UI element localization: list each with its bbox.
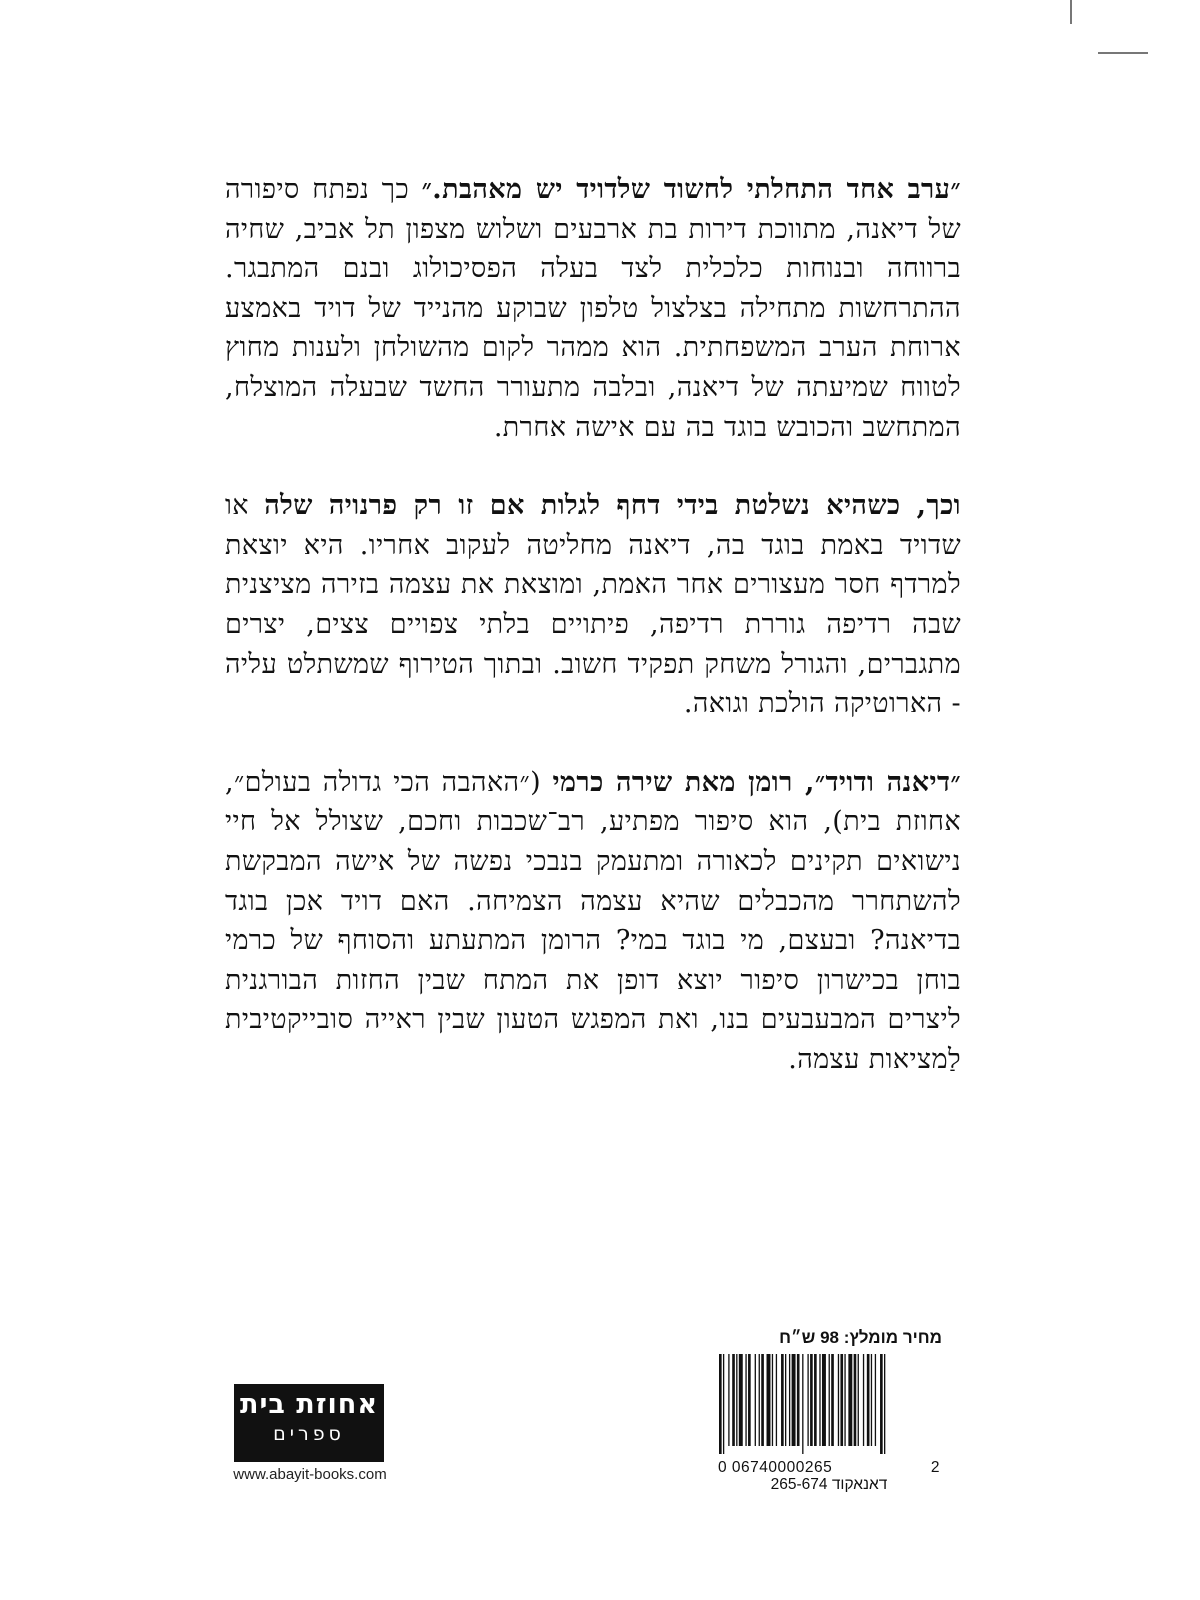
- barcode-bar: [884, 1354, 885, 1454]
- barcode-bars: [718, 1354, 940, 1454]
- barcode-bar: [802, 1354, 803, 1454]
- barcode-bar: [858, 1354, 859, 1446]
- barcode-bar: [871, 1354, 872, 1446]
- barcode-bar: [831, 1354, 834, 1446]
- barcode-bar: [767, 1354, 771, 1446]
- recommended-price: מחיר מומלץ: 98 ש״ח: [779, 1328, 942, 1347]
- barcode-bar: [854, 1354, 857, 1446]
- paragraph-lead: ״ערב אחד התחלתי לחשוד שלדויד יש מאהבת.״: [421, 174, 961, 205]
- barcode-bar: [761, 1354, 764, 1446]
- barcode-bar: [829, 1354, 830, 1446]
- paragraph-body: (״האהבה הכי גדולה בעולם״, אחוזת בית), הוא סיפור מפתיע, רב־שכבות וחכם, שצולל אל חיי נישואים תקינים לכאורה ומתעמק בנבכי נפשה של אישה המבקשת להשתחרר מהכבלים שהיא עצמה הצמיחה. האם דויד אכן בוגד בדיאנה? ובעצם, מי בוגד במי? הרומן המתעתע והסוחף של כרמי בוחן בכישרון סיפור יוצא דופן את המתח שבין החזות הבורגנית ליצרים המבעבעים בנו, ואת המפגש הטעון שבין ראייה סובייקטיבית לַמציאות עצמה.: [225, 766, 961, 1075]
- barcode-bar: [814, 1354, 817, 1446]
- crop-mark-horizontal: [1098, 52, 1148, 54]
- blurb-paragraph-2: [225, 486, 961, 724]
- barcode-bar: [785, 1354, 786, 1446]
- barcode-bar: [728, 1354, 729, 1446]
- barcode-bar: [792, 1354, 796, 1446]
- barcode-bar: [748, 1354, 751, 1446]
- barcode-number: [718, 1459, 940, 1477]
- barcode-bar: [776, 1354, 777, 1446]
- paragraph-lead: וכך, כשהיא נשלטת בידי דחף לגלות אם זו רק פרנויה שלה: [264, 490, 961, 522]
- barcode-bar: [789, 1354, 790, 1446]
- blurb-paragraph-1: [225, 170, 961, 447]
- paragraph-body: כך נפתח סיפורה של דיאנה, מתווכת דירות בת ארבעים ושלוש מצפון תל אביב, שחיה ברווחה ובנוחות כלכלית לצד בעלה הפסיכולוג ובנם המתבגר. ההתרחשות מתחילה בצלצול טלפון שבוקע מהנייד של דויד באמצע ארוחת הערב המשפחתית. הוא ממהר לקום מהשולחן ולענות מחוץ לטווח שמיעתה של דיאנה, ובלבה מתעורר החשד שבעלה המוצלח, המתחשב והכובש בוגד בה עם אישה אחרת.: [225, 174, 961, 443]
- publisher-subtitle: ספרים: [273, 1423, 345, 1445]
- crop-mark-vertical: [1070, 0, 1072, 24]
- barcode-bar: [745, 1354, 746, 1446]
- blurb-paragraph-3: [225, 763, 961, 1080]
- barcode-bar: [719, 1354, 722, 1454]
- barcode-bar: [848, 1354, 852, 1446]
- barcode-bar: [810, 1354, 813, 1446]
- barcode-bar: [880, 1354, 883, 1454]
- publisher-name: אחוזת בית: [240, 1389, 378, 1420]
- barcode-code: דאנאקוד 265-674: [770, 1476, 888, 1493]
- barcode-bar: [807, 1354, 808, 1446]
- publisher-logo: [234, 1384, 384, 1462]
- barcode-number-main: 0 06740000265: [718, 1459, 833, 1476]
- paragraph-body: או שדויד באמת בוגד בה, דיאנה מחליטה לעקוב אחריו. היא יוצאת למרדף חסר מעצורים אחר האמת, ומוצאת את עצמה בזירה מציצנית שבה רדיפה גוררת רדיפה, פיתויים בלתי צפויים צצים, יצרים מתגברים, והגורל משחק תפקיד חשוב. ובתוך הטירוף שמשתלט עליה - הארוטיקה הולכת וגואה.: [225, 490, 961, 720]
- publisher-website: www.abayit-books.com: [233, 1466, 387, 1483]
- barcode-bar: [840, 1354, 843, 1446]
- barcode-bar: [844, 1354, 845, 1446]
- barcode-bar: [755, 1354, 756, 1446]
- barcode-bar: [819, 1354, 820, 1446]
- barcode-bar: [838, 1354, 839, 1446]
- blurb-text: [225, 170, 961, 1118]
- barcode-bar: [723, 1354, 724, 1454]
- barcode: [718, 1354, 940, 1454]
- barcode-bar: [875, 1354, 876, 1446]
- barcode-bar: [759, 1354, 760, 1446]
- barcode-bar: [867, 1354, 870, 1446]
- barcode-number-check: 2: [930, 1459, 940, 1476]
- barcode-bar: [797, 1354, 800, 1446]
- paragraph-lead: ״דיאנה ודויד״, רומן מאת שירה כרמי: [552, 766, 962, 798]
- barcode-bar: [863, 1354, 864, 1446]
- barcode-bar: [781, 1354, 784, 1446]
- barcode-bar: [822, 1354, 826, 1446]
- barcode-bar: [772, 1354, 773, 1446]
- barcode-bar: [732, 1354, 735, 1446]
- barcode-bar: [736, 1354, 737, 1446]
- barcode-bar: [739, 1354, 743, 1446]
